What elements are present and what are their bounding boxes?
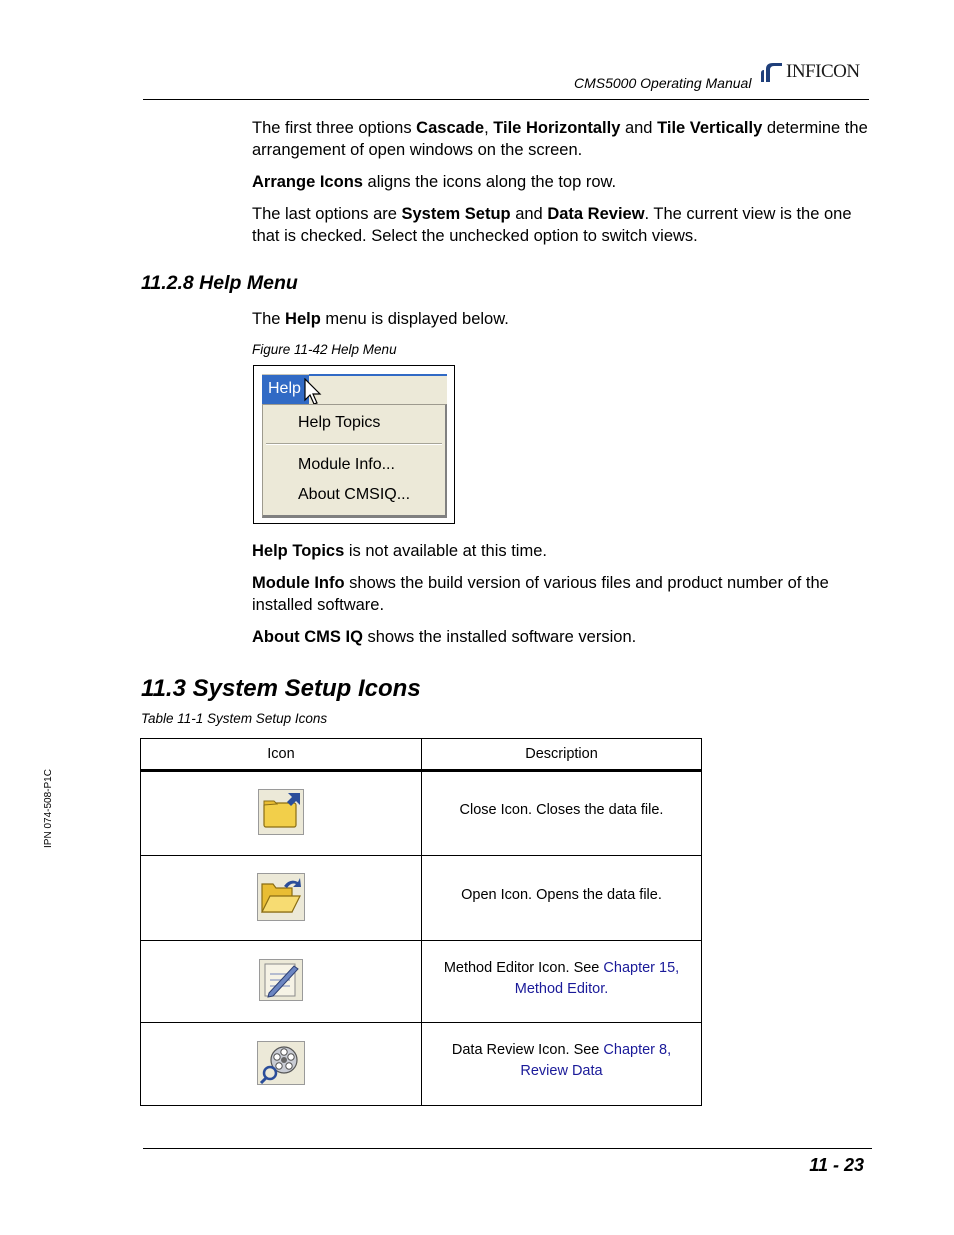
about-description: [252, 626, 872, 648]
term-system-setup: System Setup: [401, 205, 511, 223]
menu-separator: [266, 443, 442, 445]
document-ipn: IPN 074-508-P1C: [43, 769, 54, 848]
term-module-info: Module Info: [252, 574, 345, 592]
description-text: Open Icon. Opens the data file.: [461, 886, 662, 903]
header-rule: [143, 99, 869, 100]
table-caption: Table 11-1 System Setup Icons: [141, 711, 328, 726]
close-folder-icon: [258, 789, 304, 835]
mouse-pointer-icon: [304, 378, 322, 406]
link-review-data[interactable]: Review Data: [520, 1063, 603, 1079]
term-cascade: Cascade: [416, 119, 485, 137]
running-header-title: CMS5000 Operating Manual: [574, 75, 752, 91]
term-help: Help: [285, 310, 321, 328]
term-about-cms-iq: About CMS IQ: [252, 628, 363, 646]
intro-paragraph-3: [252, 203, 872, 247]
text: . The current view is the one that is checked. Select the unchecked option to switch views.: [252, 205, 852, 245]
method-editor-icon: [259, 959, 303, 1001]
help-topics-description: [252, 540, 872, 562]
inficon-logo-mark-icon: [760, 61, 784, 83]
column-header-description: Description: [422, 739, 702, 771]
menu-item-module-info[interactable]: Module Info...: [298, 456, 395, 473]
table-row: [141, 941, 702, 1023]
icon-cell: [141, 941, 422, 1023]
intro-paragraph-2: [252, 171, 872, 193]
section-heading-help-menu: 11.2.8 Help Menu: [141, 272, 298, 294]
icon-cell: [141, 1023, 422, 1106]
text: The: [252, 310, 286, 328]
link-chapter-15[interactable]: Chapter 15,: [603, 959, 680, 976]
text: determine the arrangement of open windows on the screen.: [252, 119, 868, 159]
description-text: Method Editor Icon. See: [443, 959, 604, 976]
description-cell: [422, 941, 702, 1023]
icon-cell: [141, 856, 422, 941]
text: aligns the icons along the top row.: [362, 173, 617, 191]
inficon-logo: [760, 60, 860, 84]
table-header-row: [141, 739, 702, 771]
help-dropdown-menu: [262, 404, 447, 518]
intro-paragraph-1: [252, 117, 872, 161]
link-method-editor[interactable]: Method Editor.: [514, 980, 609, 997]
text: The first three options: [252, 119, 417, 137]
menu-item-help-topics[interactable]: Help Topics: [298, 414, 381, 431]
menu-help[interactable]: Help: [262, 375, 309, 405]
text: ,: [484, 119, 494, 137]
help-menu-figure: [253, 365, 455, 524]
term-help-topics: Help Topics: [252, 542, 345, 560]
term-arrange-icons: Arrange Icons: [252, 173, 363, 191]
description-text: Data Review Icon. See: [451, 1042, 604, 1058]
footer-rule: [143, 1148, 872, 1149]
open-folder-icon: [257, 873, 305, 921]
section-heading-system-setup-icons: 11.3 System Setup Icons: [141, 675, 421, 702]
page-number: 11 - 23: [809, 1155, 864, 1175]
text: menu is displayed below.: [320, 310, 509, 328]
text: and: [620, 119, 658, 137]
term-tile-horizontally: Tile Horizontally: [493, 119, 621, 137]
figure-caption: Figure 11-42 Help Menu: [252, 342, 397, 357]
system-setup-icons-table: [140, 738, 702, 1106]
description-text: Close Icon. Closes the data file.: [459, 802, 664, 818]
data-review-icon: [257, 1041, 305, 1085]
menu-bar: [262, 374, 447, 405]
term-data-review: Data Review: [547, 205, 645, 223]
text: is not available at this time.: [344, 542, 547, 560]
text: and: [510, 205, 548, 223]
description-cell: [422, 856, 702, 941]
description-cell: [422, 771, 702, 856]
table-row: [141, 856, 702, 941]
description-cell: [422, 1023, 702, 1106]
text: The last options are: [252, 205, 402, 223]
term-tile-vertically: Tile Vertically: [657, 119, 763, 137]
menu-bar-highlight-line: [309, 374, 447, 376]
text: shows the build version of various files and product number of the installed software.: [252, 574, 829, 614]
text: shows the installed software version.: [362, 628, 637, 646]
module-info-description: [252, 572, 872, 616]
link-chapter-8[interactable]: Chapter 8,: [603, 1042, 672, 1058]
column-header-icon: Icon: [141, 739, 422, 771]
table-row: [141, 771, 702, 856]
table-row: [141, 1023, 702, 1106]
menu-item-about-cmsiq[interactable]: About CMSIQ...: [298, 486, 411, 503]
icon-cell: [141, 771, 422, 856]
help-lead-paragraph: [252, 308, 872, 330]
logo-wordmark: INFICON: [786, 61, 860, 82]
